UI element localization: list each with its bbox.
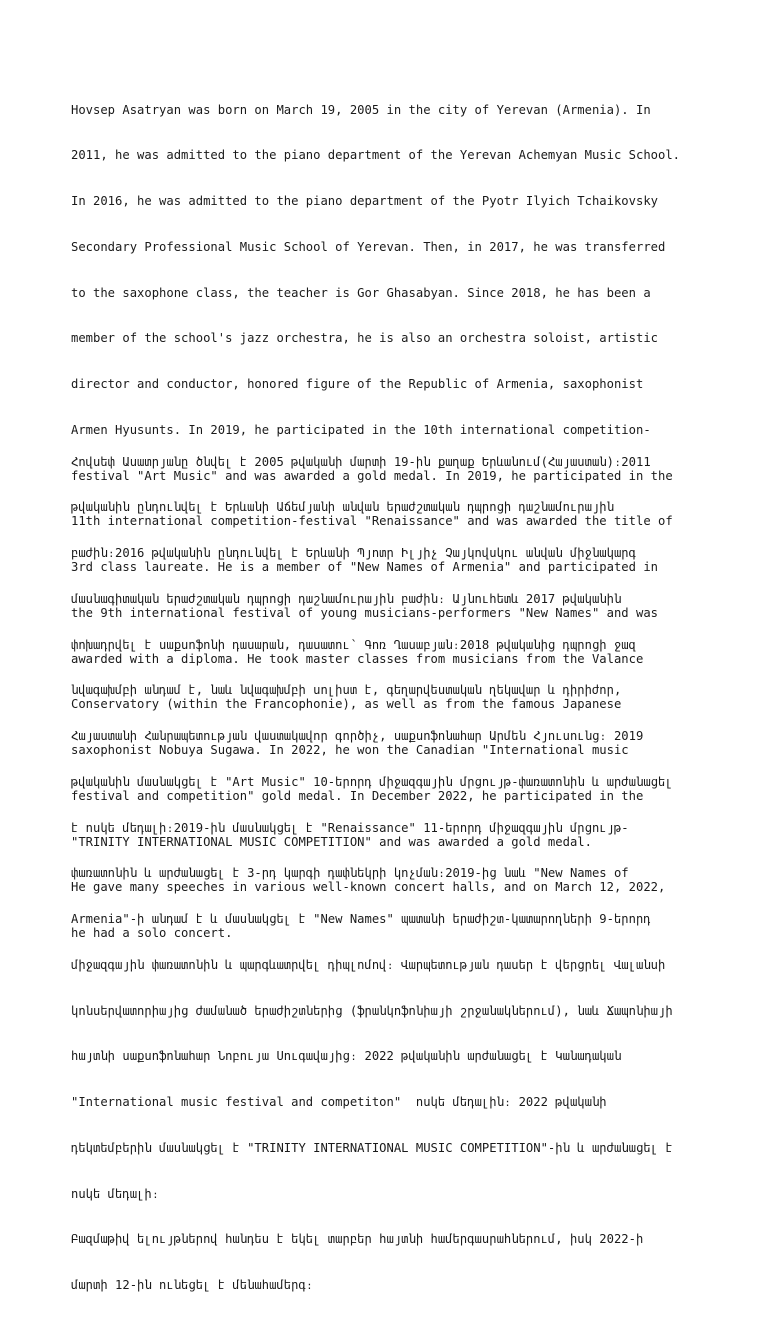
text-line: 2011, he was admitted to the piano department of the Yerevan Achemyan Music School.: [71, 148, 681, 163]
text-line: "TRINITY INTERNATIONAL MUSIC COMPETITION" and was awarded a gold medal.: [71, 834, 592, 849]
text-line: Hovsep Asatryan was born on March 19, 2005 in the city of Yerevan (Armenia). In: [71, 102, 651, 117]
text-line: դեկտեմբերին մասնակցել է "TRINITY INTERNATIONAL MUSIC COMPETITION"-ին և արժանացել է: [71, 1140, 673, 1155]
text-line: Բազմաթիվ ելույթներով հանդես է եկել տարբեր հայտնի համերգասրահներում, իսկ 2022-ի: [71, 1232, 644, 1247]
text-line: Հովսեփ Ասատրյանը ծնվել է 2005 թվականի մարտի 19-ին քաղաք Երևանում(Հայաստան)։2011: [71, 454, 651, 469]
text-line: he had a solo concert.: [71, 926, 233, 940]
text-line: "International music festival and competiton" ոսկե մեդալին։ 2022 թվականի: [71, 1095, 607, 1109]
text-line: մասնագիտական երաժշտական դպրոցի դաշնամուրային բաժին։ Այնուհետև 2017 թվականին: [71, 591, 622, 606]
text-line: the 9th international festival of young musicians-performers "New Names" and was: [71, 605, 658, 620]
text-line: փոխադրվել է սաքսոֆոնի դասարան, դասատու՝ Գոռ Ղասաբյան։2018 թվականից դպրոցի ջազ: [71, 637, 636, 652]
text-line: է ոսկե մեդալի։2019-ին մասնակցել է "Renaissance" 11-երորդ միջազգային մրցույթ-: [71, 820, 629, 835]
text-line: member of the school's jazz orchestra, he is also an orchestra soloist, artistic: [71, 331, 658, 346]
text-line: director and conductor, honored figure of the Republic of Armenia, saxophonist: [71, 377, 644, 391]
text-line: հայտնի սաքսոֆոնահար Նոբույա Սուգավայից։ 2022 թվականին արժանացել է Կանադական: [71, 1049, 622, 1064]
text-line: թվականին ընդունվել է Երևանի Աճեմյանի անվան երաժշտական դպրոցի դաշնամուրային: [71, 500, 614, 515]
text-line: 11th international competition-festival "Renaissance" and was awarded the title of: [71, 514, 673, 529]
text-line: Secondary Professional Music School of Yerevan. Then, in 2017, he was transferred: [71, 239, 666, 254]
text-line: նվագախմբի անդամ է, նաև նվագախմբի սոլիստ է, գեղարվեստական ղեկավար և դիրիժոր,: [71, 683, 622, 698]
text-line: to the saxophone class, the teacher is Gor Ghasabyan. Since 2018, he has been a: [71, 285, 651, 300]
text-line: awarded with a diploma. He took master classes from musicians from the Valance: [71, 651, 644, 666]
text-line: Հայաստանի Հանրապետության վաստակավոր գործիչ, սաքսոֆոնահար Արմեն Հյուսունց։ 2019: [71, 729, 644, 743]
text-line: մարտի 12-ին ունեցել է մենահամերգ։: [71, 1278, 314, 1292]
text-line: թվականին մասնակցել է "Art Music" 10-երորդ միջազգային մրցույթ-փառատոնին և արժանացել: [71, 774, 673, 789]
text-line: festival "Art Music" and was awarded a gold medal. In 2019, he participated in the: [71, 468, 673, 483]
text-line: saxophonist Nobuya Sugawa. In 2022, he won the Canadian "International music: [71, 743, 629, 757]
text-line: He gave many speeches in various well-known concert halls, and on March 12, 2022,: [71, 880, 666, 895]
text-line: festival and competition" gold medal. In December 2022, he participated in the: [71, 788, 644, 803]
text-line: In 2016, he was admitted to the piano department of the Pyotr Ilyich Tchaikovsky: [71, 194, 658, 208]
text-line: 3rd class laureate. He is a member of "New Names of Armenia" and participated in: [71, 560, 658, 574]
text-line: բաժին։2016 թվականին ընդունվել է Երևանի Պյոտր Իլյիչ Չայկովսկու անվան միջնակարգ: [71, 546, 636, 560]
text-line: Conservatory (within the Francophonie), as well as from the famous Japanese: [71, 697, 622, 712]
text-line: Armenia"-ի անդամ է և մասնակցել է "New Names" պատանի երաժիշտ-կատարողների 9-երորդ: [71, 912, 651, 926]
text-line: ոսկե մեդալի։: [71, 1186, 160, 1201]
text-line: փառատոնին և արժանացել է 3-րդ կարգի դափնեկրի կոչման։2019-ից նաև "New Names of: [71, 866, 629, 881]
text-line: կոնսերվատորիայից ժամանած երաժիշտներից (ֆրանկոֆոնիայի շրջանակներում), նաև Ճապոնիայի: [71, 1003, 673, 1018]
armenian-biography-paragraph: [71, 424, 711, 1324]
text-line: Armen Hyusunts. In 2019, he participated in the 10th international competition-: [71, 422, 651, 437]
text-line: միջազգային փառատոնին և պարգևատրվել դիպլոմով։ Վարպետության դասեր է վերցրել Վալանսի: [71, 957, 666, 972]
